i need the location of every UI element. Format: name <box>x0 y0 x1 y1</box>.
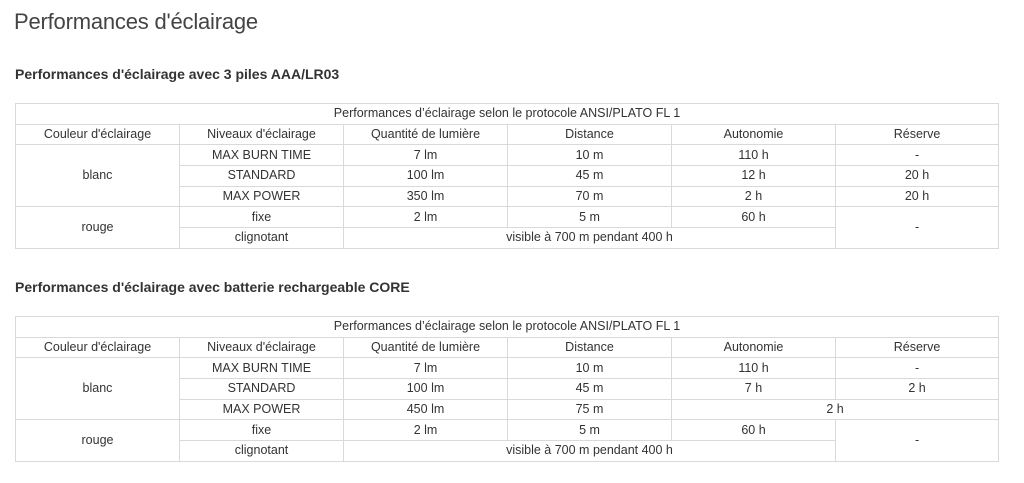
autonomy-cell: 110 h <box>672 145 836 166</box>
autonomy-cell: 12 h <box>672 166 836 187</box>
reserve-cell: - <box>836 420 999 461</box>
distance-cell: 5 m <box>508 420 672 441</box>
group-cell-red: rouge <box>16 420 180 461</box>
lumens-cell: 100 lm <box>344 166 508 187</box>
distance-cell: 45 m <box>508 166 672 187</box>
lumens-cell: 2 lm <box>344 207 508 228</box>
header-cell-color: Couleur d'éclairage <box>16 124 180 145</box>
level-cell: clignotant <box>180 441 344 462</box>
autonomy-cell: 60 h <box>672 420 836 441</box>
lumens-cell: 7 lm <box>344 358 508 379</box>
performance-table-aaa <box>15 103 999 249</box>
header-cell-reserve: Réserve <box>836 337 999 358</box>
table-row <box>16 420 999 441</box>
page-title: Performances d'éclairage <box>14 9 258 34</box>
lumens-cell: 100 lm <box>344 379 508 400</box>
table-caption: Performances d’éclairage selon le protocole ANSI/PLATO FL 1 <box>16 317 999 338</box>
reserve-cell: 20 h <box>836 186 999 207</box>
header-cell-autonomy: Autonomie <box>672 337 836 358</box>
header-cell-color: Couleur d'éclairage <box>16 337 180 358</box>
distance-cell: 70 m <box>508 186 672 207</box>
blink-note-cell: visible à 700 m pendant 400 h <box>344 441 836 462</box>
table-caption-row <box>16 104 999 125</box>
header-cell-lumens: Quantité de lumière <box>344 124 508 145</box>
reserve-cell: - <box>836 207 999 248</box>
table-caption-row <box>16 317 999 338</box>
level-cell: MAX POWER <box>180 186 344 207</box>
lumens-cell: 450 lm <box>344 399 508 420</box>
header-cell-level: Niveaux d'éclairage <box>180 124 344 145</box>
level-cell: clignotant <box>180 228 344 249</box>
header-cell-lumens: Quantité de lumière <box>344 337 508 358</box>
autonomy-cell: 60 h <box>672 207 836 228</box>
autonomy-cell: 7 h <box>672 379 836 400</box>
section-title-core: Performances d'éclairage avec batterie rechargeable CORE <box>15 279 410 295</box>
blink-note-cell: visible à 700 m pendant 400 h <box>344 228 836 249</box>
header-cell-distance: Distance <box>508 337 672 358</box>
table-row <box>16 145 999 166</box>
autonomy-cell: 110 h <box>672 358 836 379</box>
distance-cell: 45 m <box>508 379 672 400</box>
header-cell-distance: Distance <box>508 124 672 145</box>
table-row <box>16 358 999 379</box>
autonomy-cell: 2 h <box>672 186 836 207</box>
distance-cell: 10 m <box>508 358 672 379</box>
table-header-row <box>16 124 999 145</box>
level-cell: fixe <box>180 420 344 441</box>
level-cell: MAX BURN TIME <box>180 145 344 166</box>
lumens-cell: 350 lm <box>344 186 508 207</box>
header-cell-level: Niveaux d'éclairage <box>180 337 344 358</box>
table-row <box>16 207 999 228</box>
group-cell-red: rouge <box>16 207 180 248</box>
reserve-cell: - <box>836 358 999 379</box>
level-cell: fixe <box>180 207 344 228</box>
header-cell-reserve: Réserve <box>836 124 999 145</box>
distance-cell: 10 m <box>508 145 672 166</box>
distance-cell: 75 m <box>508 399 672 420</box>
lumens-cell: 2 lm <box>344 420 508 441</box>
autonomy-reserve-cell: 2 h <box>672 399 999 420</box>
level-cell: STANDARD <box>180 166 344 187</box>
performance-table-core <box>15 316 999 462</box>
reserve-cell: 2 h <box>836 379 999 400</box>
distance-cell: 5 m <box>508 207 672 228</box>
table-caption: Performances d’éclairage selon le protocole ANSI/PLATO FL 1 <box>16 104 999 125</box>
level-cell: STANDARD <box>180 379 344 400</box>
reserve-cell: - <box>836 145 999 166</box>
group-cell-white: blanc <box>16 358 180 420</box>
header-cell-autonomy: Autonomie <box>672 124 836 145</box>
lumens-cell: 7 lm <box>344 145 508 166</box>
reserve-cell: 20 h <box>836 166 999 187</box>
section-title-aaa: Performances d'éclairage avec 3 piles AAA/LR03 <box>15 66 340 82</box>
table-header-row <box>16 337 999 358</box>
level-cell: MAX POWER <box>180 399 344 420</box>
level-cell: MAX BURN TIME <box>180 358 344 379</box>
group-cell-white: blanc <box>16 145 180 207</box>
